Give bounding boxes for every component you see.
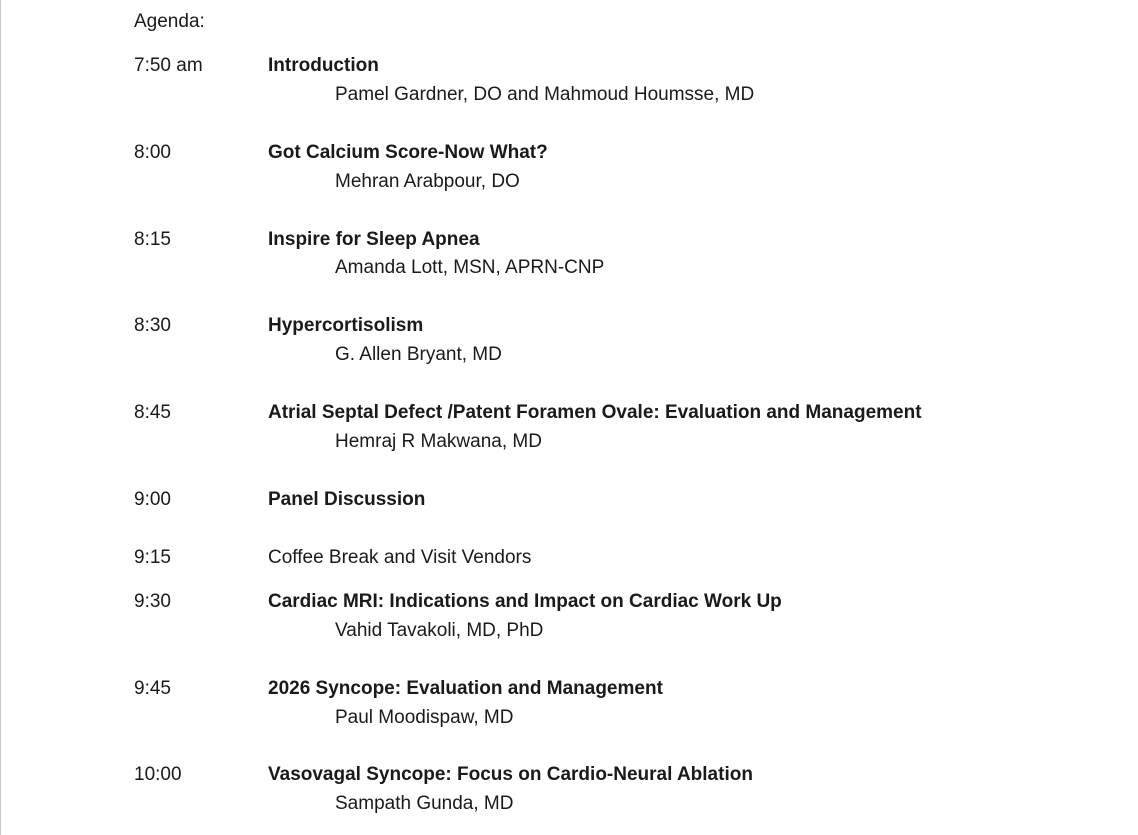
session-speaker: Amanda Lott, MSN, APRN-CNP bbox=[335, 257, 605, 278]
session-speaker: Vahid Tavakoli, MD, PhD bbox=[335, 620, 544, 641]
session-title: Atrial Septal Defect /Patent Foramen Ovale: Evaluation and Management bbox=[268, 402, 922, 423]
session-title: Cardiac MRI: Indications and Impact on Cardiac Work Up bbox=[268, 591, 782, 612]
agenda-time: 8:30 bbox=[134, 315, 171, 336]
session-speaker: Hemraj R Makwana, MD bbox=[335, 431, 542, 452]
session-title: Introduction bbox=[268, 55, 379, 76]
session-speaker: Paul Moodispaw, MD bbox=[335, 707, 514, 728]
agenda-time: 9:30 bbox=[134, 591, 171, 612]
session-title: Got Calcium Score-Now What? bbox=[268, 142, 548, 163]
agenda-heading: Agenda: bbox=[134, 11, 205, 32]
session-title: Hypercortisolism bbox=[268, 315, 424, 336]
agenda-time: 8:15 bbox=[134, 229, 171, 250]
agenda-time: 8:00 bbox=[134, 142, 171, 163]
agenda-time: 8:45 bbox=[134, 402, 171, 423]
session-title: Vasovagal Syncope: Focus on Cardio-Neural Ablation bbox=[268, 764, 753, 785]
agenda-time: 7:50 am bbox=[134, 55, 203, 76]
session-speaker: Pamel Gardner, DO and Mahmoud Houmsse, MD bbox=[335, 84, 755, 105]
agenda-time: 10:00 bbox=[134, 764, 182, 785]
agenda-time: 9:15 bbox=[134, 547, 171, 568]
session-title: Inspire for Sleep Apnea bbox=[268, 229, 480, 250]
session-speaker: Sampath Gunda, MD bbox=[335, 793, 514, 814]
session-speaker: G. Allen Bryant, MD bbox=[335, 344, 502, 365]
session-title: Panel Discussion bbox=[268, 489, 426, 510]
session-title: 2026 Syncope: Evaluation and Management bbox=[268, 678, 663, 699]
agenda-time: 9:45 bbox=[134, 678, 171, 699]
agenda-time: 9:00 bbox=[134, 489, 171, 510]
break-note: Coffee Break and Visit Vendors bbox=[268, 547, 532, 568]
session-speaker: Mehran Arabpour, DO bbox=[335, 171, 520, 192]
